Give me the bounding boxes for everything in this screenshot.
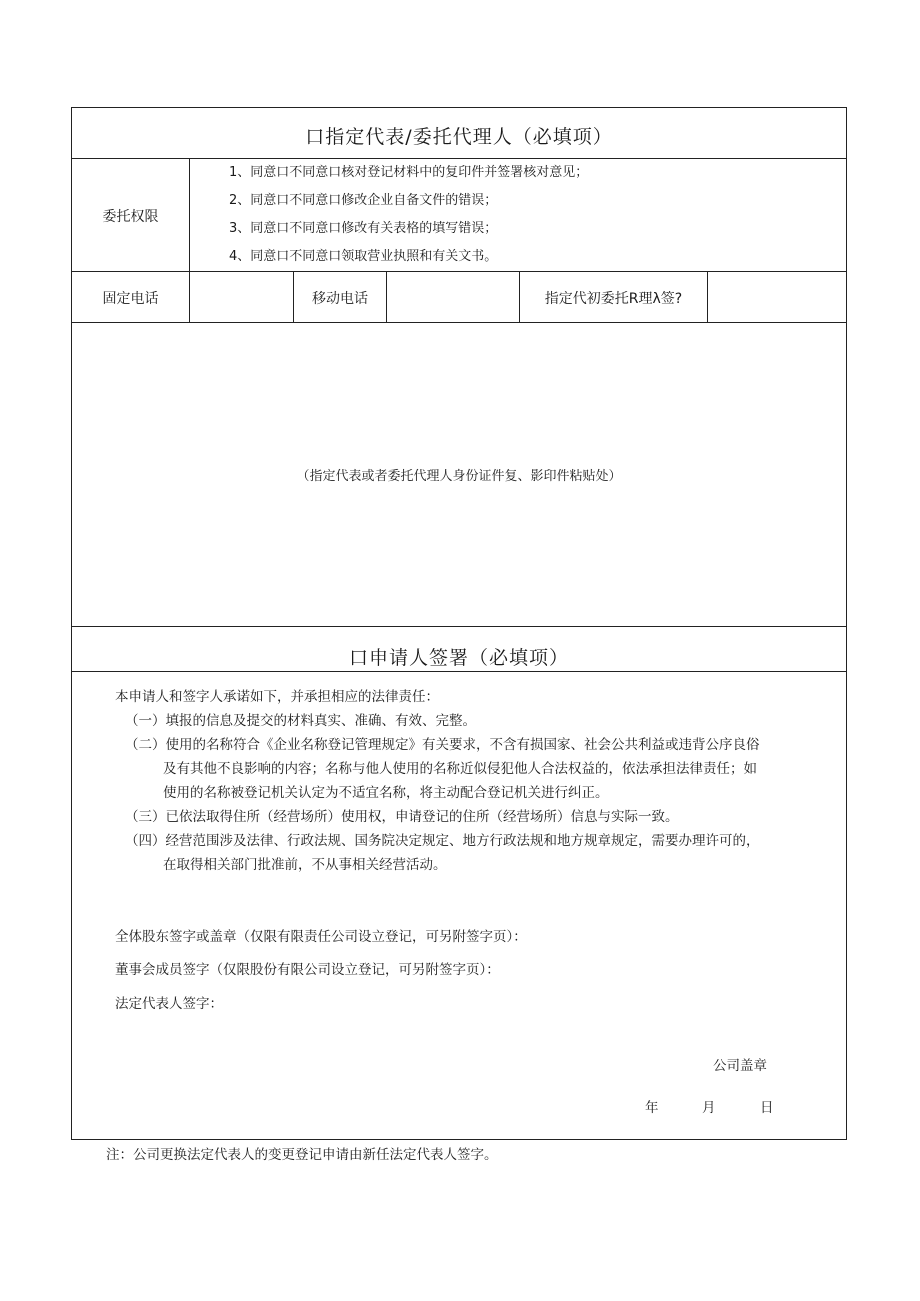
landline-label: 固定电话 — [102, 291, 159, 307]
divider — [72, 322, 846, 323]
commitment-intro: 本申请人和签字人承诺如下，并承担相应的法律责任： — [115, 689, 439, 705]
authority-item: 4、同意口不同意口领取营业执照和有关文书。 — [229, 249, 498, 264]
commitment-item: （三）已依法取得住所（经营场所）使用权，申请登记的住所（经营场所）信息与实际一致。 — [125, 809, 679, 825]
board-signature-line[interactable]: 董事会成员签字（仅限股份有限公司设立登记，可另附签字页）： — [115, 962, 500, 978]
shareholders-signature-line[interactable]: 全体股东签字或盖章（仅限有限责任公司设立登记，可另附签字页）： — [115, 929, 527, 945]
authority-label: 委托权限 — [102, 209, 159, 225]
legal-rep-signature-line[interactable]: 法定代表人签字： — [115, 996, 223, 1012]
footnote: 注：公司更换法定代表人的变更登记申请由新任法定代表人签字。 — [106, 1147, 498, 1163]
divider — [707, 271, 708, 322]
signature-label: 指定代初委托R理λ签? — [544, 291, 683, 307]
divider — [72, 626, 846, 627]
authority-item: 2、同意口不同意口修改企业自备文件的错误； — [229, 193, 498, 208]
agent-section-title: 口指定代表/委托代理人（必填项） — [305, 126, 613, 148]
company-seal-label: 公司盖章 — [713, 1058, 767, 1074]
authority-item: 1、同意口不同意口核对登记材料中的复印件并签署核对意见； — [229, 165, 589, 180]
divider — [72, 671, 846, 672]
commitment-item: （二）使用的名称符合《企业名称登记管理规定》有关要求，不含有损国家、社会公共利益或违背公序良俗 — [125, 737, 760, 753]
commitment-item: 使用的名称被登记机关认定为不适宜名称，将主动配合登记机关进行纠正。 — [163, 785, 609, 801]
authority-item: 3、同意口不同意口修改有关表格的填写错误； — [229, 221, 498, 236]
divider — [386, 271, 387, 322]
divider — [189, 158, 190, 271]
commitment-item: （四）经营范围涉及法律、行政法规、国务院决定规定、地方行政法规和地方规章规定，需要办理许可的， — [125, 833, 760, 849]
commitment-item: （一）填报的信息及提交的材料真实、准确、有效、完整。 — [125, 713, 476, 729]
commitment-item: 及有其他不良影响的内容；名称与他人使用的名称近似侵犯他人合法权益的，依法承担法律责任；如 — [163, 761, 757, 777]
id-copy-note: （指定代表或者委托代理人身份证件复、影印件粘贴处） — [296, 469, 622, 484]
applicant-section-title: 口申请人签署（必填项） — [348, 647, 569, 669]
date-month: 月 — [702, 1100, 716, 1116]
date-year: 年 — [645, 1100, 659, 1116]
commitment-item: 在取得相关部门批准前，不从事相关经营活动。 — [163, 857, 447, 873]
mobile-label: 移动电话 — [312, 291, 368, 307]
divider — [189, 271, 190, 322]
date-day: 日 — [760, 1100, 774, 1116]
registration-form — [71, 107, 847, 1140]
